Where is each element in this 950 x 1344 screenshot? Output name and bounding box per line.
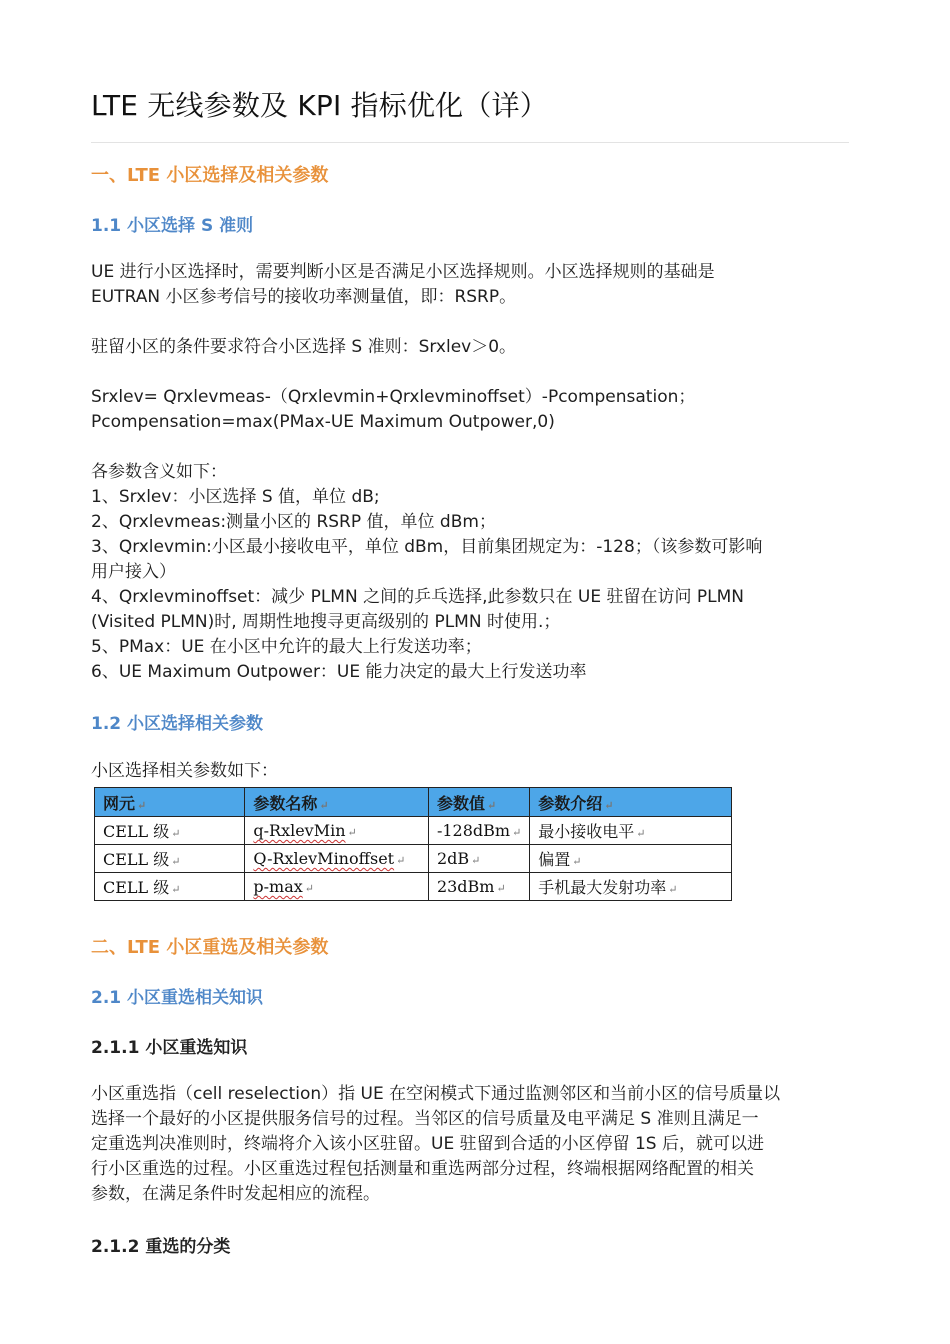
- definition-item-cont: 用户接入）: [91, 562, 176, 582]
- definitions-intro: 各参数含义如下：: [91, 462, 227, 482]
- table-row: [95, 845, 732, 873]
- table-cell: 偏置 ↵: [530, 845, 732, 873]
- section-1-heading: 一、LTE 小区选择及相关参数: [91, 165, 329, 186]
- text-line: 行小区重选的过程。小区重选过程包括测量和重选两部分过程，终端根据网络配置的相关: [91, 1159, 754, 1179]
- text-line: EUTRAN 小区参考信号的接收功率测量值，即：RSRP。: [91, 287, 517, 307]
- srxlev-formula: [91, 385, 851, 435]
- table-cell: q-RxlevMin ↵: [245, 817, 429, 845]
- table-cell: CELL 级 ↵: [95, 845, 245, 873]
- table-row: [95, 873, 732, 901]
- section-1-2-heading: 1.2 小区选择相关参数: [91, 714, 264, 734]
- text-line: 小区重选指（cell reselection）指 UE 在空闲模式下通过监测邻区和当前小区的信号质量以: [91, 1084, 781, 1104]
- table-cell: Q-RxlevMinoffset ↵: [245, 845, 429, 873]
- camping-condition: [91, 335, 851, 360]
- section-2-1-1-heading: 2.1.1 小区重选知识: [91, 1038, 248, 1058]
- column-header-param-value: 参数值 ↵: [428, 788, 529, 817]
- column-header-param-desc: 参数介绍 ↵: [530, 788, 732, 817]
- definition-item-cont: (Visited PLMN)时, 周期性地搜寻更高级别的 PLMN 时使用.；: [91, 612, 561, 632]
- table-cell: 最小接收电平 ↵: [530, 817, 732, 845]
- definition-item: 1、Srxlev：小区选择 S 值，单位 dB;: [91, 487, 380, 507]
- table-cell: p-max ↵: [245, 873, 429, 901]
- text-line: 定重选判决准则时，终端将介入该小区驻留。UE 驻留到合适的小区停留 1S 后，就可以进: [91, 1134, 765, 1154]
- title-divider: [91, 142, 849, 143]
- text-line: 参数，在满足条件时发起相应的流程。: [91, 1184, 380, 1204]
- section-2-heading: 二、LTE 小区重选及相关参数: [91, 937, 329, 958]
- section-2-1-2-heading: 2.1.2 重选的分类: [91, 1237, 231, 1257]
- table-header-row: [95, 788, 732, 817]
- definition-item: 5、PMax：UE 在小区中允许的最大上行发送功率；: [91, 637, 482, 657]
- formula-line: Pcompensation=max(PMax-UE Maximum Outpower,0): [91, 412, 555, 432]
- text-line: 小区选择相关参数如下：: [91, 761, 278, 781]
- definition-item: 3、Qrxlevmin:小区最小接收电平，单位 dBm，目前集团规定为：-128；（该参数可影响: [91, 537, 763, 557]
- table-cell: 2dB ↵: [428, 845, 529, 873]
- table-cell: 23dBm ↵: [428, 873, 529, 901]
- s-criterion-intro: [91, 260, 851, 310]
- formula-line: Srxlev= Qrxlevmeas-（Qrxlevmin+Qrxlevminoffset）-Pcompensation；: [91, 387, 696, 407]
- parameter-definitions: [91, 460, 851, 685]
- column-header-ne: 网元 ↵: [95, 788, 245, 817]
- table-cell: 手机最大发射功率 ↵: [530, 873, 732, 901]
- definition-item: 4、Qrxlevminoffset：减少 PLMN 之间的乒乓选择,此参数只在 UE 驻留在访问 PLMN: [91, 587, 745, 607]
- column-header-param-name: 参数名称 ↵: [245, 788, 429, 817]
- text-line: UE 进行小区选择时，需要判断小区是否满足小区选择规则。小区选择规则的基础是: [91, 262, 715, 282]
- text-line: 驻留小区的条件要求符合小区选择 S 准则：Srxlev＞0。: [91, 337, 517, 357]
- reselection-description: [91, 1082, 851, 1207]
- table-row: [95, 817, 732, 845]
- definition-item: 6、UE Maximum Outpower：UE 能力决定的最大上行发送功率: [91, 662, 587, 682]
- section-1-1-heading: 1.1 小区选择 S 准则: [91, 216, 254, 236]
- document-title: LTE 无线参数及 KPI 指标优化（详）: [91, 89, 548, 122]
- text-line: 选择一个最好的小区提供服务信号的过程。当邻区的信号质量及电平满足 S 准则且满足一: [91, 1109, 759, 1129]
- table-cell: -128dBm ↵: [428, 817, 529, 845]
- table-cell: CELL 级 ↵: [95, 817, 245, 845]
- cell-selection-parameter-table: [94, 787, 732, 901]
- table-cell: CELL 级 ↵: [95, 873, 245, 901]
- section-2-1-heading: 2.1 小区重选相关知识: [91, 988, 264, 1008]
- table-intro: [91, 759, 851, 784]
- definition-item: 2、Qrxlevmeas:测量小区的 RSRP 值，单位 dBm；: [91, 512, 496, 532]
